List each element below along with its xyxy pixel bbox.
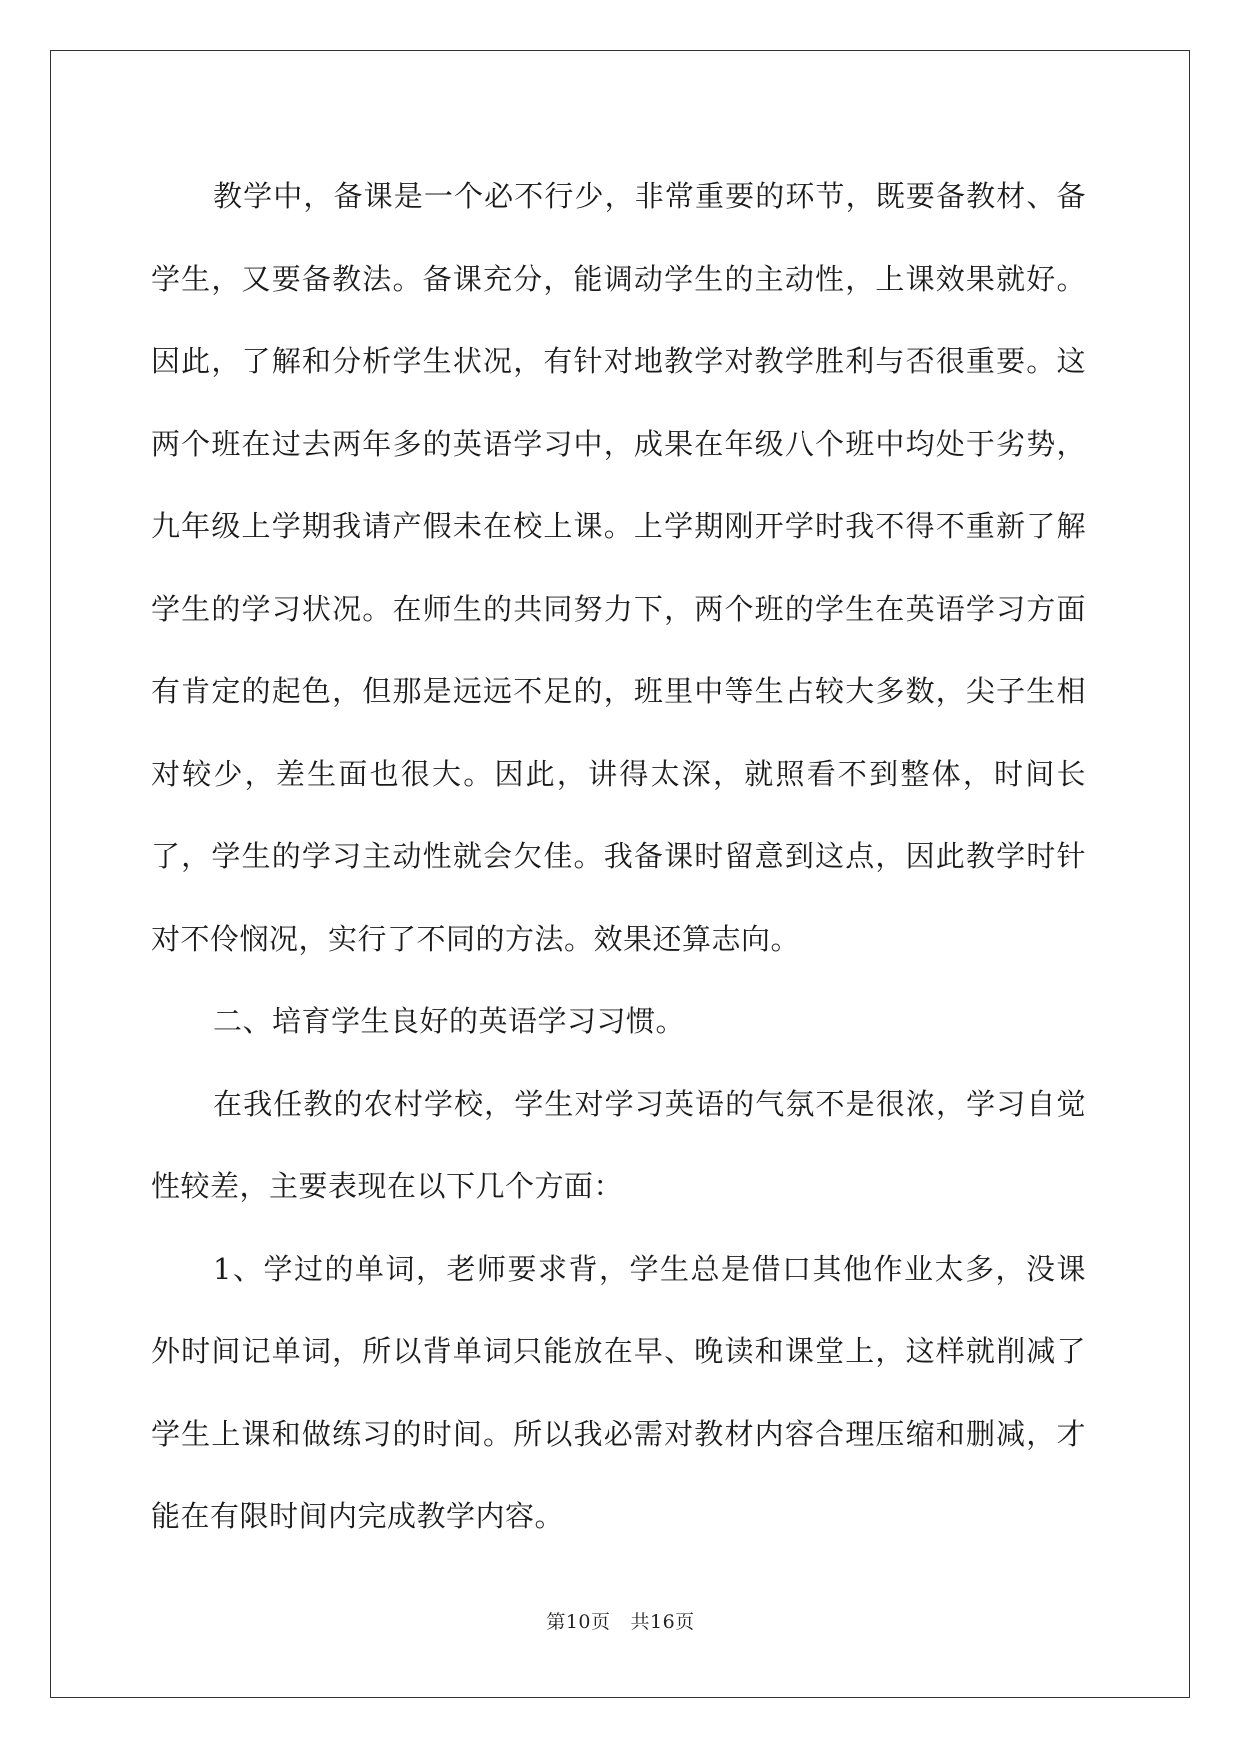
page-number-total: 共16页 (630, 1611, 695, 1633)
page-number-current: 第10页 (546, 1611, 611, 1633)
paragraph-point-1-vocabulary: 1、学过的单词，老师要求背，学生总是借口其他作业太多，没课外时间记单词，所以背单词只能放在早、晚读和课堂上，这样就削减了学生上课和做练习的时间。所以我必需对教材内容合理压缩和删减，才能在有限时间内完成教学内容。 (151, 1251, 1086, 1533)
document-body (151, 155, 1086, 1558)
page-footer (0, 1607, 1241, 1637)
paragraph-rural-school: 在我任教的农村学校，学生对学习英语的气氛不是很浓，学习自觉性较差，主要表现在以下几个方面： (151, 1086, 1086, 1203)
paragraph-lesson-preparation: 教学中，备课是一个必不行少，非常重要的环节，既要备教材、备学生，又要备教法。备课充分，能调动学生的主动性，上课效果就好。因此，了解和分析学生状况，有针对地教学对教学胜利与否很重要。这两个班在过去两年多的英语学习中，成果在年级八个班中均处于劣势，九年级上学期我请产假未在校上课。上学期刚开学时我不得不重新了解学生的学习状况。在师生的共同努力下，两个班的学生在英语学习方面有肯定的起色，但那是远远不足的，班里中等生占较大多数，尖子生相对较少，差生面也很大。因此，讲得太深，就照看不到整体，时间长了，学生的学习主动性就会欠佳。我备课时留意到这点，因此教学时针对不伶悯况，实行了不同的方法。效果还算志向。 (151, 179, 1086, 956)
section-heading-study-habits: 二、培育学生良好的英语学习习惯。 (213, 1004, 686, 1038)
